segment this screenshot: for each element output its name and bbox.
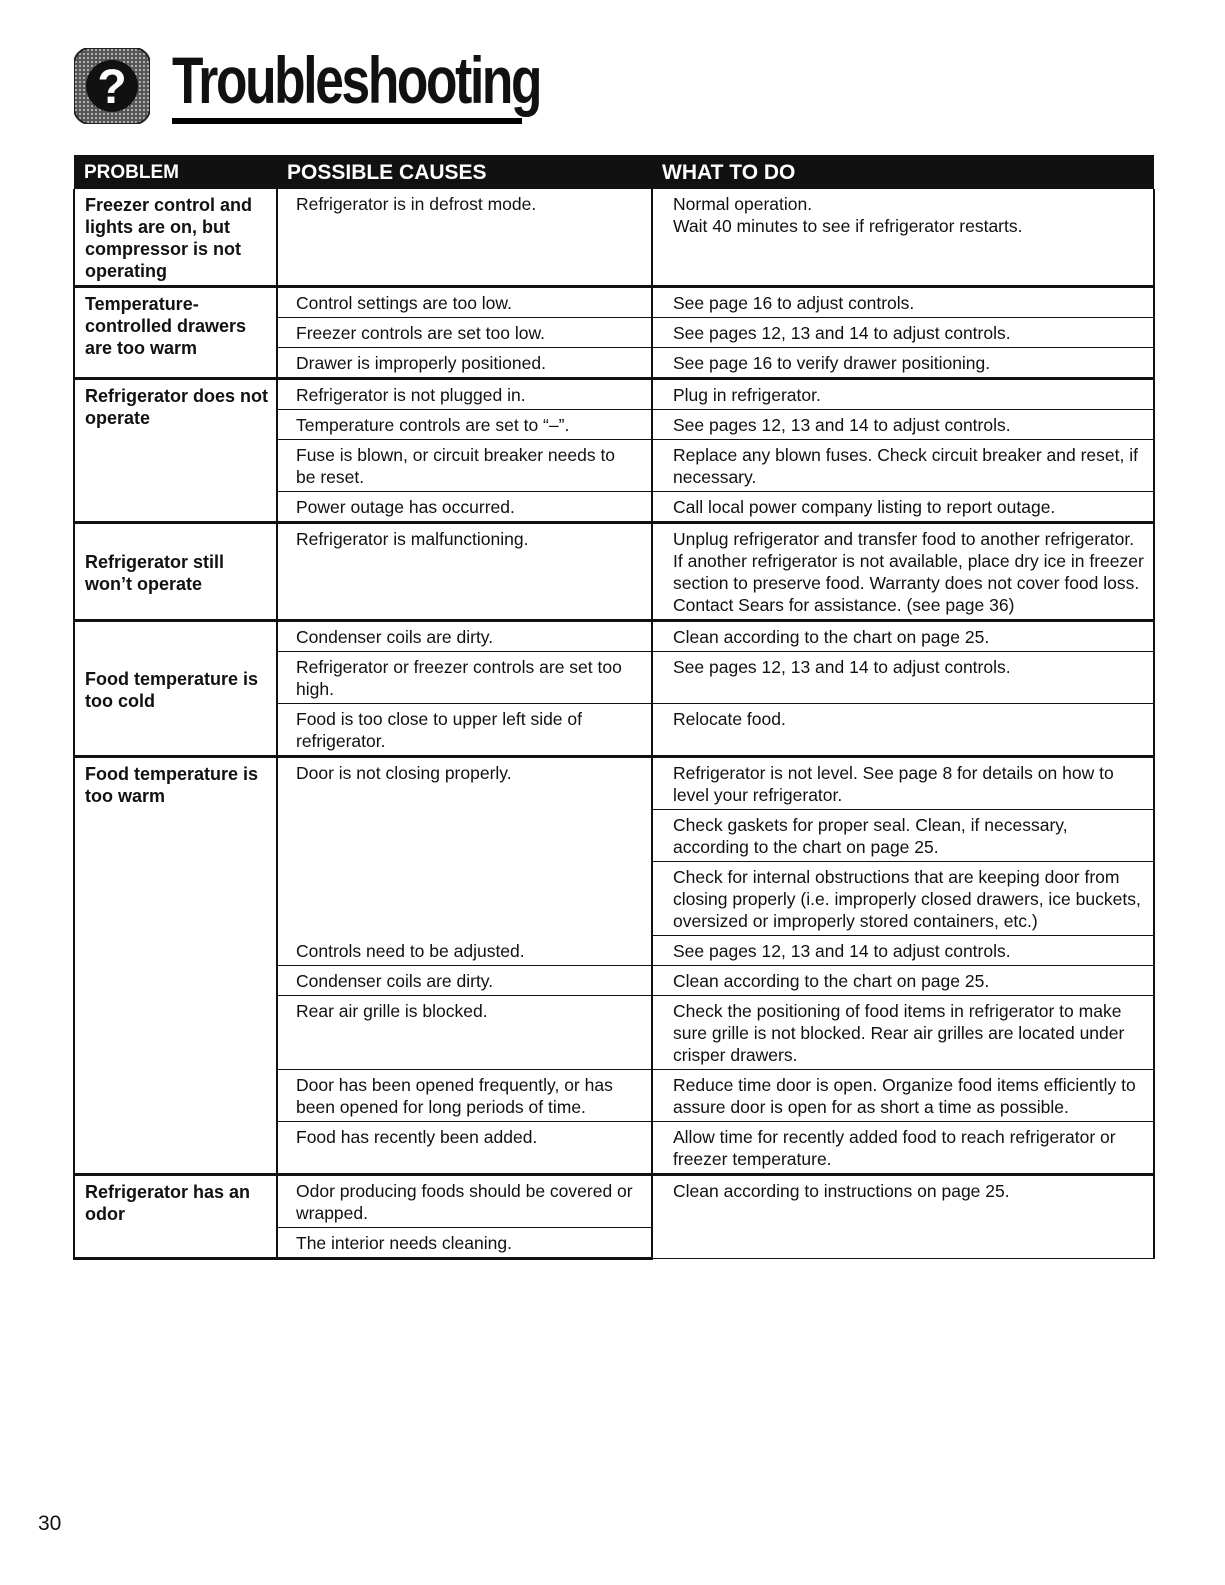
todo-cell: Refrigerator is not level. See page 8 for details on how to level your refrigerator.	[652, 757, 1154, 810]
problem-cell: Refrigerator still won’t operate	[74, 523, 277, 621]
table-body	[74, 189, 1154, 1259]
todo-cell: Clean according to the chart on page 25.	[652, 966, 1154, 996]
todo-cell: Clean according to instructions on page 25.	[652, 1175, 1154, 1259]
header-todo: WHAT TO DO	[652, 155, 1154, 189]
todo-cell: See pages 12, 13 and 14 to adjust controls.	[652, 652, 1154, 704]
todo-cell: See pages 12, 13 and 14 to adjust controls.	[652, 318, 1154, 348]
cause-cell: Food is too close to upper left side of refrigerator.	[277, 704, 652, 757]
todo-cell: Replace any blown fuses. Check circuit breaker and reset, if necessary.	[652, 440, 1154, 492]
todo-cell: Relocate food.	[652, 704, 1154, 757]
cause-cell: Refrigerator is in defrost mode.	[277, 189, 652, 287]
cause-cell: Power outage has occurred.	[277, 492, 652, 523]
table-header-row	[74, 155, 1154, 189]
problem-cell: Refrigerator does not operate	[74, 379, 277, 523]
todo-cell: Unplug refrigerator and transfer food to another refrigerator. If another refrigerator is not available, place dry ice in freezer section to preserve food. Warranty does not cover food loss. Contact Sears for assistance. (see page 36)	[652, 523, 1154, 621]
cause-cell: Odor producing foods should be covered or wrapped.	[277, 1175, 652, 1228]
cause-cell: Controls need to be adjusted.	[277, 936, 652, 966]
cause-cell: Food has recently been added.	[277, 1122, 652, 1175]
todo-cell: See pages 12, 13 and 14 to adjust controls.	[652, 410, 1154, 440]
cause-cell	[277, 810, 652, 862]
table-row	[74, 757, 1154, 810]
todo-cell: Clean according to the chart on page 25.	[652, 621, 1154, 652]
cause-cell: The interior needs cleaning.	[277, 1228, 652, 1259]
todo-cell: See page 16 to verify drawer positioning.	[652, 348, 1154, 379]
table-row	[74, 523, 1154, 621]
problem-cell: Food temperature is too cold	[74, 621, 277, 757]
header-problem: PROBLEM	[74, 155, 277, 189]
header-causes: POSSIBLE CAUSES	[277, 155, 652, 189]
table-row	[74, 1175, 1154, 1228]
todo-cell: See page 16 to adjust controls.	[652, 287, 1154, 318]
todo-cell: Check the positioning of food items in refrigerator to make sure grille is not blocked. Rear air grilles are located under crisper drawers.	[652, 996, 1154, 1070]
todo-cell: See pages 12, 13 and 14 to adjust controls.	[652, 936, 1154, 966]
todo-cell: Check gaskets for proper seal. Clean, if necessary, according to the chart on page 25.	[652, 810, 1154, 862]
cause-cell: Rear air grille is blocked.	[277, 996, 652, 1070]
cause-cell: Drawer is improperly positioned.	[277, 348, 652, 379]
svg-text:?: ?	[97, 61, 127, 114]
cause-cell: Refrigerator or freezer controls are set too high.	[277, 652, 652, 704]
cause-cell: Fuse is blown, or circuit breaker needs to be reset.	[277, 440, 652, 492]
problem-cell: Food temperature is too warm	[74, 757, 277, 1175]
cause-cell: Door is not closing properly.	[277, 757, 652, 810]
cause-cell: Temperature controls are set to “–”.	[277, 410, 652, 440]
cause-cell: Refrigerator is not plugged in.	[277, 379, 652, 410]
page-title: Troubleshooting	[172, 43, 541, 117]
cause-cell: Refrigerator is malfunctioning.	[277, 523, 652, 621]
table-row	[74, 379, 1154, 410]
todo-cell: Check for internal obstructions that are keeping door from closing properly (i.e. improperly closed drawers, ice buckets, oversized or improperly stored containers, etc.)	[652, 862, 1154, 936]
todo-cell: Call local power company listing to report outage.	[652, 492, 1154, 523]
cause-cell: Freezer controls are set too low.	[277, 318, 652, 348]
problem-cell: Refrigerator has an odor	[74, 1175, 277, 1259]
title-underline	[172, 118, 522, 124]
question-mark-icon	[74, 48, 150, 124]
cause-cell: Condenser coils are dirty.	[277, 966, 652, 996]
cause-cell	[277, 862, 652, 936]
todo-cell: Allow time for recently added food to reach refrigerator or freezer temperature.	[652, 1122, 1154, 1175]
problem-cell: Freezer control and lights are on, but compressor is not operating	[74, 189, 277, 287]
table-row	[74, 189, 1154, 287]
todo-cell: Plug in refrigerator.	[652, 379, 1154, 410]
table-row	[74, 621, 1154, 652]
cause-cell: Control settings are too low.	[277, 287, 652, 318]
table-row	[74, 287, 1154, 318]
cause-cell: Condenser coils are dirty.	[277, 621, 652, 652]
problem-cell: Temperature-controlled drawers are too warm	[74, 287, 277, 379]
cause-cell: Door has been opened frequently, or has been opened for long periods of time.	[277, 1070, 652, 1122]
troubleshooting-table	[73, 155, 1155, 1260]
page-number: 30	[38, 1512, 62, 1535]
todo-cell: Reduce time door is open. Organize food items efficiently to assure door is open for as short a time as possible.	[652, 1070, 1154, 1122]
todo-cell: Normal operation. Wait 40 minutes to see if refrigerator restarts.	[652, 189, 1154, 287]
